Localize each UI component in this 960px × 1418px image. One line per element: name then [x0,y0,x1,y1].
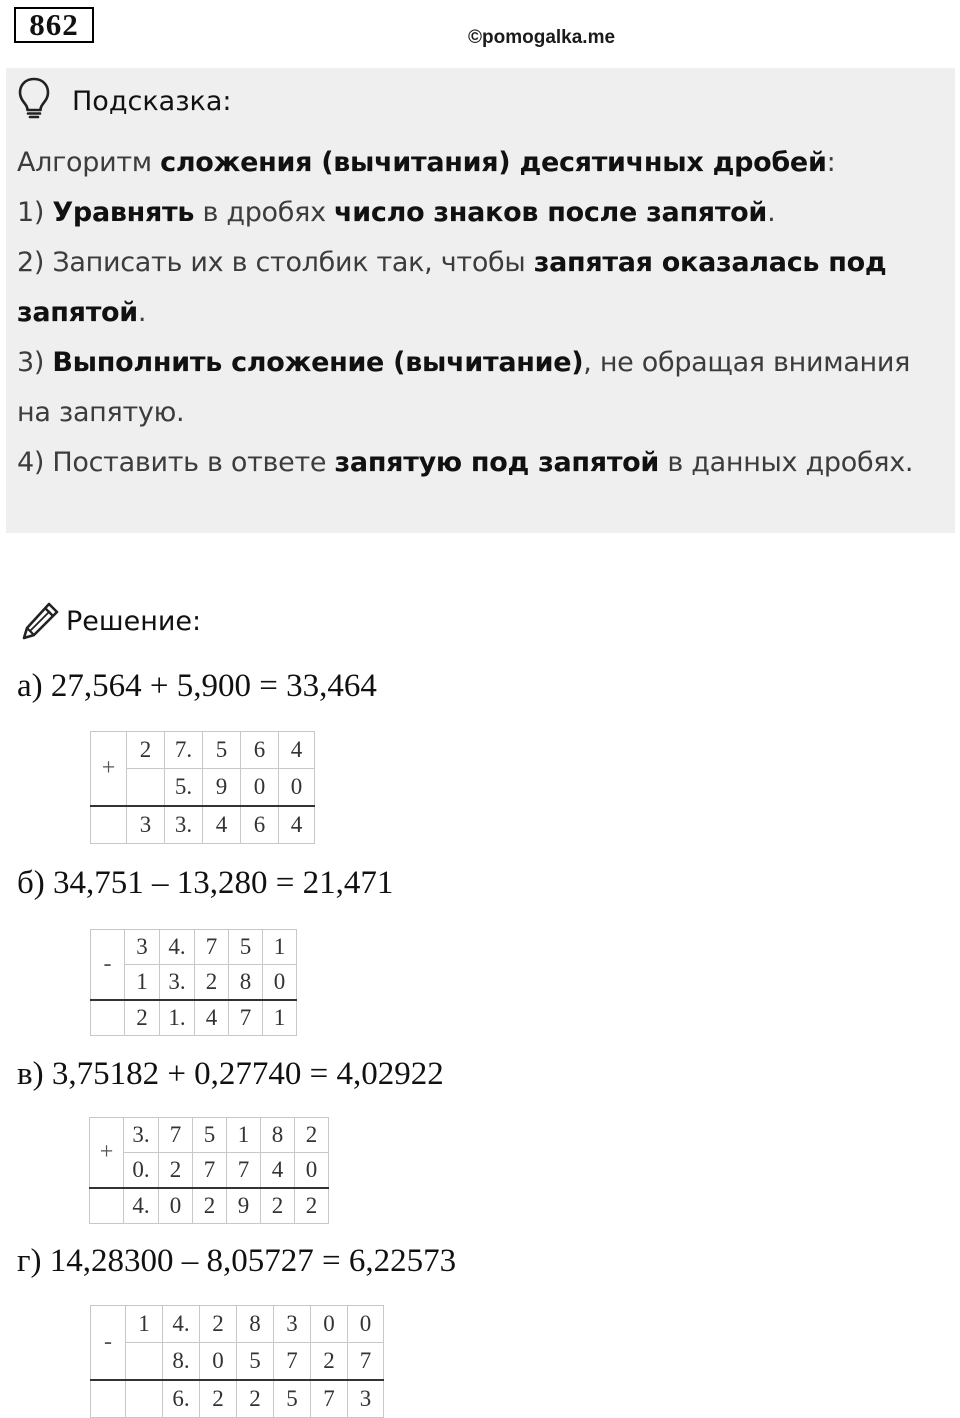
calc-row [91,1343,384,1381]
digit-cell: 1 [125,965,160,1001]
hint-text: . [767,197,776,228]
watermark: ©pomogalka.me [468,27,616,48]
calc-row [90,1153,329,1189]
digit-cell: 2 [195,965,229,1001]
digit-cell: 3 [348,1380,384,1418]
digit-cell: 1 [126,1306,163,1343]
lightbulb-icon [16,76,52,120]
calc-row [91,1000,297,1036]
digit-cell: 4 [261,1153,295,1189]
hint-box [6,68,955,533]
digit-cell: 5 [229,930,263,965]
digit-cell: 3 [127,806,165,844]
digit-cell: 4. [163,1306,200,1343]
empty-cell [90,1188,124,1224]
digit-cell: 2 [159,1153,193,1189]
digit-cell [126,1380,163,1418]
digit-cell: 3. [165,806,203,844]
digit-cell: 2 [295,1188,329,1224]
equation-d: г) 14,28300 – 8,05727 = 6,22573 [17,1243,457,1279]
digit-cell: 5 [274,1380,311,1418]
digit-cell: 7. [165,732,203,769]
equation-b: б) 34,751 – 13,280 = 21,471 [17,865,394,901]
column-calc-b [90,929,297,1036]
digit-cell: 8. [163,1343,200,1381]
digit-cell [127,769,165,807]
hint-text: , не обращая внимания [583,347,911,378]
operator-sign: - [91,930,125,1001]
digit-cell: 7 [311,1380,348,1418]
digit-cell: 0 [311,1306,348,1343]
digit-cell: 2 [295,1118,329,1153]
digit-cell: 3 [274,1306,311,1343]
digit-cell: 4 [279,732,315,769]
digit-cell: 8 [237,1306,274,1343]
hint-text: в данных дробях. [659,447,914,478]
hint-text-bold: число знаков после запятой [334,197,768,228]
hint-line [17,238,947,288]
digit-cell: 0. [124,1153,159,1189]
digit-cell: 4. [160,930,195,965]
solution-title: Решение: [66,606,202,637]
hint-line [17,188,947,238]
digit-cell: 2 [200,1306,237,1343]
digit-cell: 2 [261,1188,295,1224]
calc-row [90,1118,329,1153]
hint-body [17,138,947,488]
operator-sign: + [91,732,127,807]
equation-c: в) 3,75182 + 0,27740 = 4,02922 [17,1056,444,1092]
hint-text-bold: запятая оказалась под [533,247,887,278]
digit-cell: 0 [279,769,315,807]
hint-text: . [137,297,147,328]
digit-cell [126,1343,163,1381]
digit-cell: 2 [200,1380,237,1418]
hint-line [17,288,947,338]
digit-cell: 5 [237,1343,274,1381]
column-calc-c [89,1117,329,1224]
digit-cell: 6. [163,1380,200,1418]
empty-cell [91,806,127,844]
digit-cell: 1 [227,1118,261,1153]
digit-cell: 1. [160,1000,195,1036]
digit-cell: 8 [229,965,263,1001]
digit-cell: 1 [263,930,297,965]
calc-row [91,930,297,965]
digit-cell: 4 [203,806,241,844]
digit-cell: 2 [311,1343,348,1381]
calc-row [91,1306,384,1343]
hint-text: 1) [17,197,53,228]
digit-cell: 7 [274,1343,311,1381]
operator-sign: - [91,1306,126,1381]
problem-number: 862 [14,7,94,43]
digit-cell: 3. [160,965,195,1001]
hint-text: 4) Поставить в ответе [17,447,335,478]
hint-text: 2) Записать их в столбик так, чтобы [17,247,534,278]
hint-title: Подсказка: [72,86,232,117]
digit-cell: 5 [193,1118,227,1153]
calc-row [90,1188,329,1224]
empty-cell [91,1000,125,1036]
hint-line [17,438,947,488]
digit-cell: 5. [165,769,203,807]
digit-cell: 2 [237,1380,274,1418]
digit-cell: 7 [227,1153,261,1189]
digit-cell: 3 [125,930,160,965]
digit-cell: 2 [125,1000,160,1036]
digit-cell: 5 [203,732,241,769]
hint-text-bold: Уравнять [52,197,195,228]
hint-text: в дробях [194,197,335,228]
digit-cell: 0 [295,1153,329,1189]
digit-cell: 7 [159,1118,193,1153]
digit-cell: 4 [279,806,315,844]
calc-row [91,1380,384,1418]
calc-row [91,806,315,844]
digit-cell: 6 [241,806,279,844]
digit-cell: 7 [195,930,229,965]
digit-cell: 7 [193,1153,227,1189]
hint-text: : [826,147,836,178]
digit-cell: 0 [159,1188,193,1224]
digit-cell: 7 [348,1343,384,1381]
digit-cell: 2 [127,732,165,769]
hint-text-bold: Выполнить сложение (вычитание) [52,347,584,378]
digit-cell: 0 [263,965,297,1001]
digit-cell: 2 [193,1188,227,1224]
column-calc-d [90,1305,384,1418]
digit-cell: 9 [227,1188,261,1224]
digit-cell: 0 [241,769,279,807]
column-calc-a [90,731,315,844]
digit-cell: 6 [241,732,279,769]
digit-cell: 9 [203,769,241,807]
digit-cell: 4 [195,1000,229,1036]
hint-text-bold: запятую под запятой [334,447,660,478]
hint-text-bold: запятой [17,297,138,328]
hint-line [17,338,947,388]
hint-line [17,138,947,188]
equation-a: а) 27,564 + 5,900 = 33,464 [17,668,377,704]
pencil-icon [20,600,60,642]
digit-cell: 3. [124,1118,159,1153]
hint-text: на запятую. [17,397,185,428]
digit-cell: 0 [348,1306,384,1343]
digit-cell: 4. [124,1188,159,1224]
calc-row [91,732,315,769]
hint-text: Алгоритм [17,147,161,178]
digit-cell: 0 [200,1343,237,1381]
empty-cell [91,1380,126,1418]
digit-cell: 8 [261,1118,295,1153]
hint-line [17,388,947,438]
operator-sign: + [90,1118,124,1189]
hint-text: 3) [17,347,53,378]
hint-text-bold: сложения (вычитания) десятичных дробей [160,147,827,178]
digit-cell: 7 [229,1000,263,1036]
digit-cell: 1 [263,1000,297,1036]
